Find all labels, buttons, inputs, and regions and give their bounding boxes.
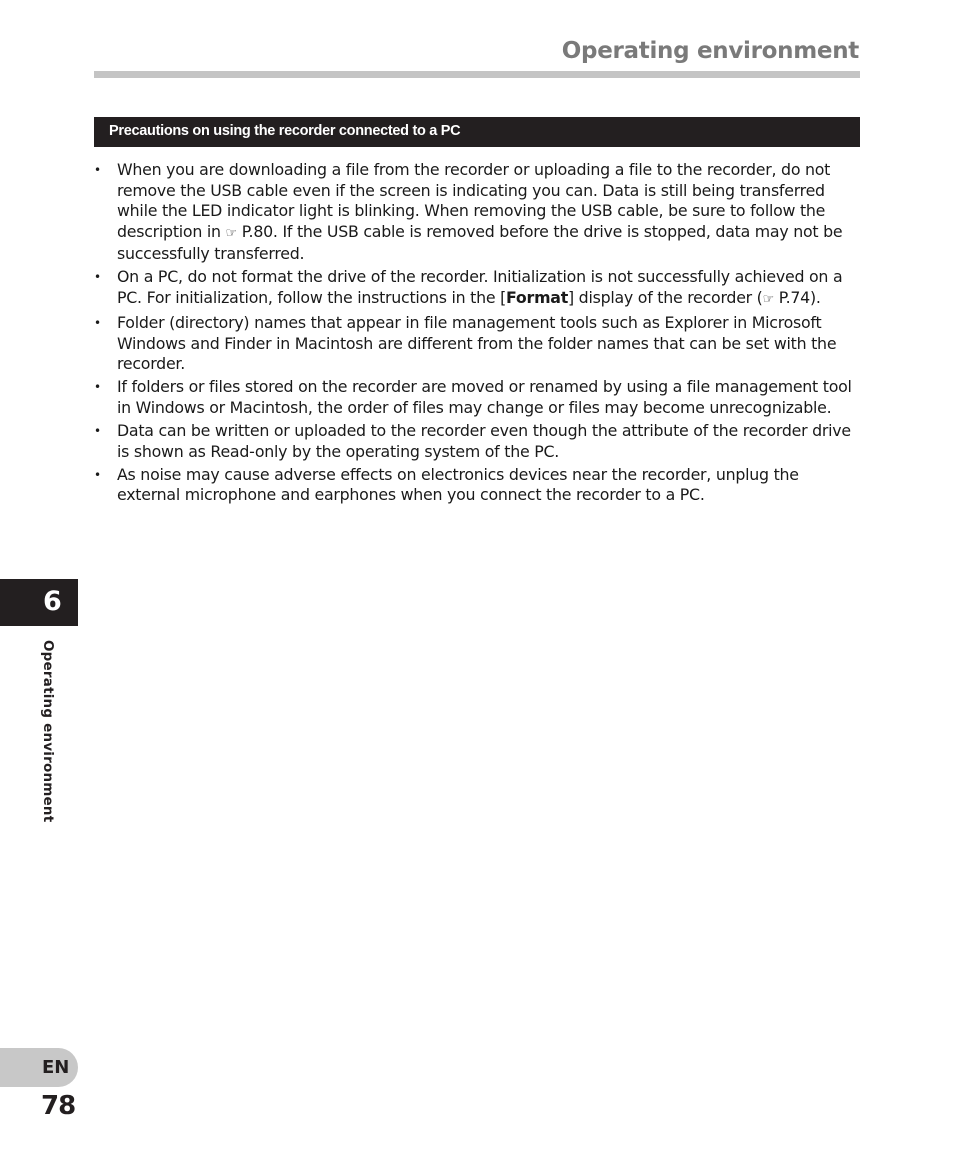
item-text: Folder (directory) names that appear in file management tools such as Explorer in Microsoft Windows and Finder in Macintosh are different from the folder names that can be set with the recorder. [117, 313, 837, 374]
language-badge [0, 1048, 78, 1087]
item-text: . If the USB cable is removed before the drive is stopped, data may not be successfully transferred. [117, 221, 843, 264]
page-number: 78 [41, 1091, 76, 1121]
list-item [94, 267, 864, 310]
menu-keyword: Format [506, 288, 568, 308]
item-text: As noise may cause adverse effects on electronics devices near the recorder, unplug the external microphone and earphones when you connect the recorder to a PC. [117, 464, 799, 505]
section-bar [94, 117, 860, 147]
chapter-tab [0, 579, 78, 626]
item-text: When you are downloading a file from the recorder or uploading a file to the recorder, do not remove the USB cable even if the screen is indicating you can. Data is still being transferred while the LED indicator light is blinking. When removing the USB cable, be sure to follow the description in [117, 160, 831, 241]
list-item [94, 313, 864, 375]
page-reference: P.74 [778, 288, 810, 308]
item-text: On a PC, do not format the drive of the recorder. Initialization is not successfully achieved on a PC. For initialization, follow the instructions in the [ [117, 267, 843, 308]
bullet-mark: • [94, 467, 101, 482]
bullet-mark: • [94, 270, 101, 285]
list-item [94, 421, 864, 462]
list-item [94, 377, 864, 418]
page-reference: P.80 [241, 221, 273, 241]
reference-icon: ☞ [225, 225, 237, 241]
item-text: Data can be written or uploaded to the recorder even though the attribute of the recorder drive is shown as Read-only by the operating system of the PC. [117, 421, 851, 461]
title-rule [94, 71, 860, 78]
item-text: ] display of the recorder ( [568, 288, 763, 308]
bullet-mark: • [94, 163, 101, 177]
reference-icon: ☞ [762, 292, 775, 308]
item-text: ). [809, 288, 821, 308]
bullet-mark: • [94, 316, 101, 331]
bullet-mark: • [94, 424, 101, 439]
page-title: Operating environment [561, 38, 859, 64]
chapter-number: 6 [43, 586, 62, 617]
item-text: If folders or files stored on the recorder are moved or renamed by using a file management tool in Windows or Macintosh, the order of files may change or files may become unrecognizable. [117, 377, 852, 418]
chapter-side-label: Operating environment [40, 640, 56, 823]
precautions-list [94, 160, 864, 509]
bullet-mark: • [94, 380, 101, 395]
section-heading: Precautions on using the recorder connected to a PC [109, 123, 461, 139]
language-code: EN [42, 1057, 70, 1078]
list-item [94, 160, 864, 265]
list-item [94, 465, 864, 506]
